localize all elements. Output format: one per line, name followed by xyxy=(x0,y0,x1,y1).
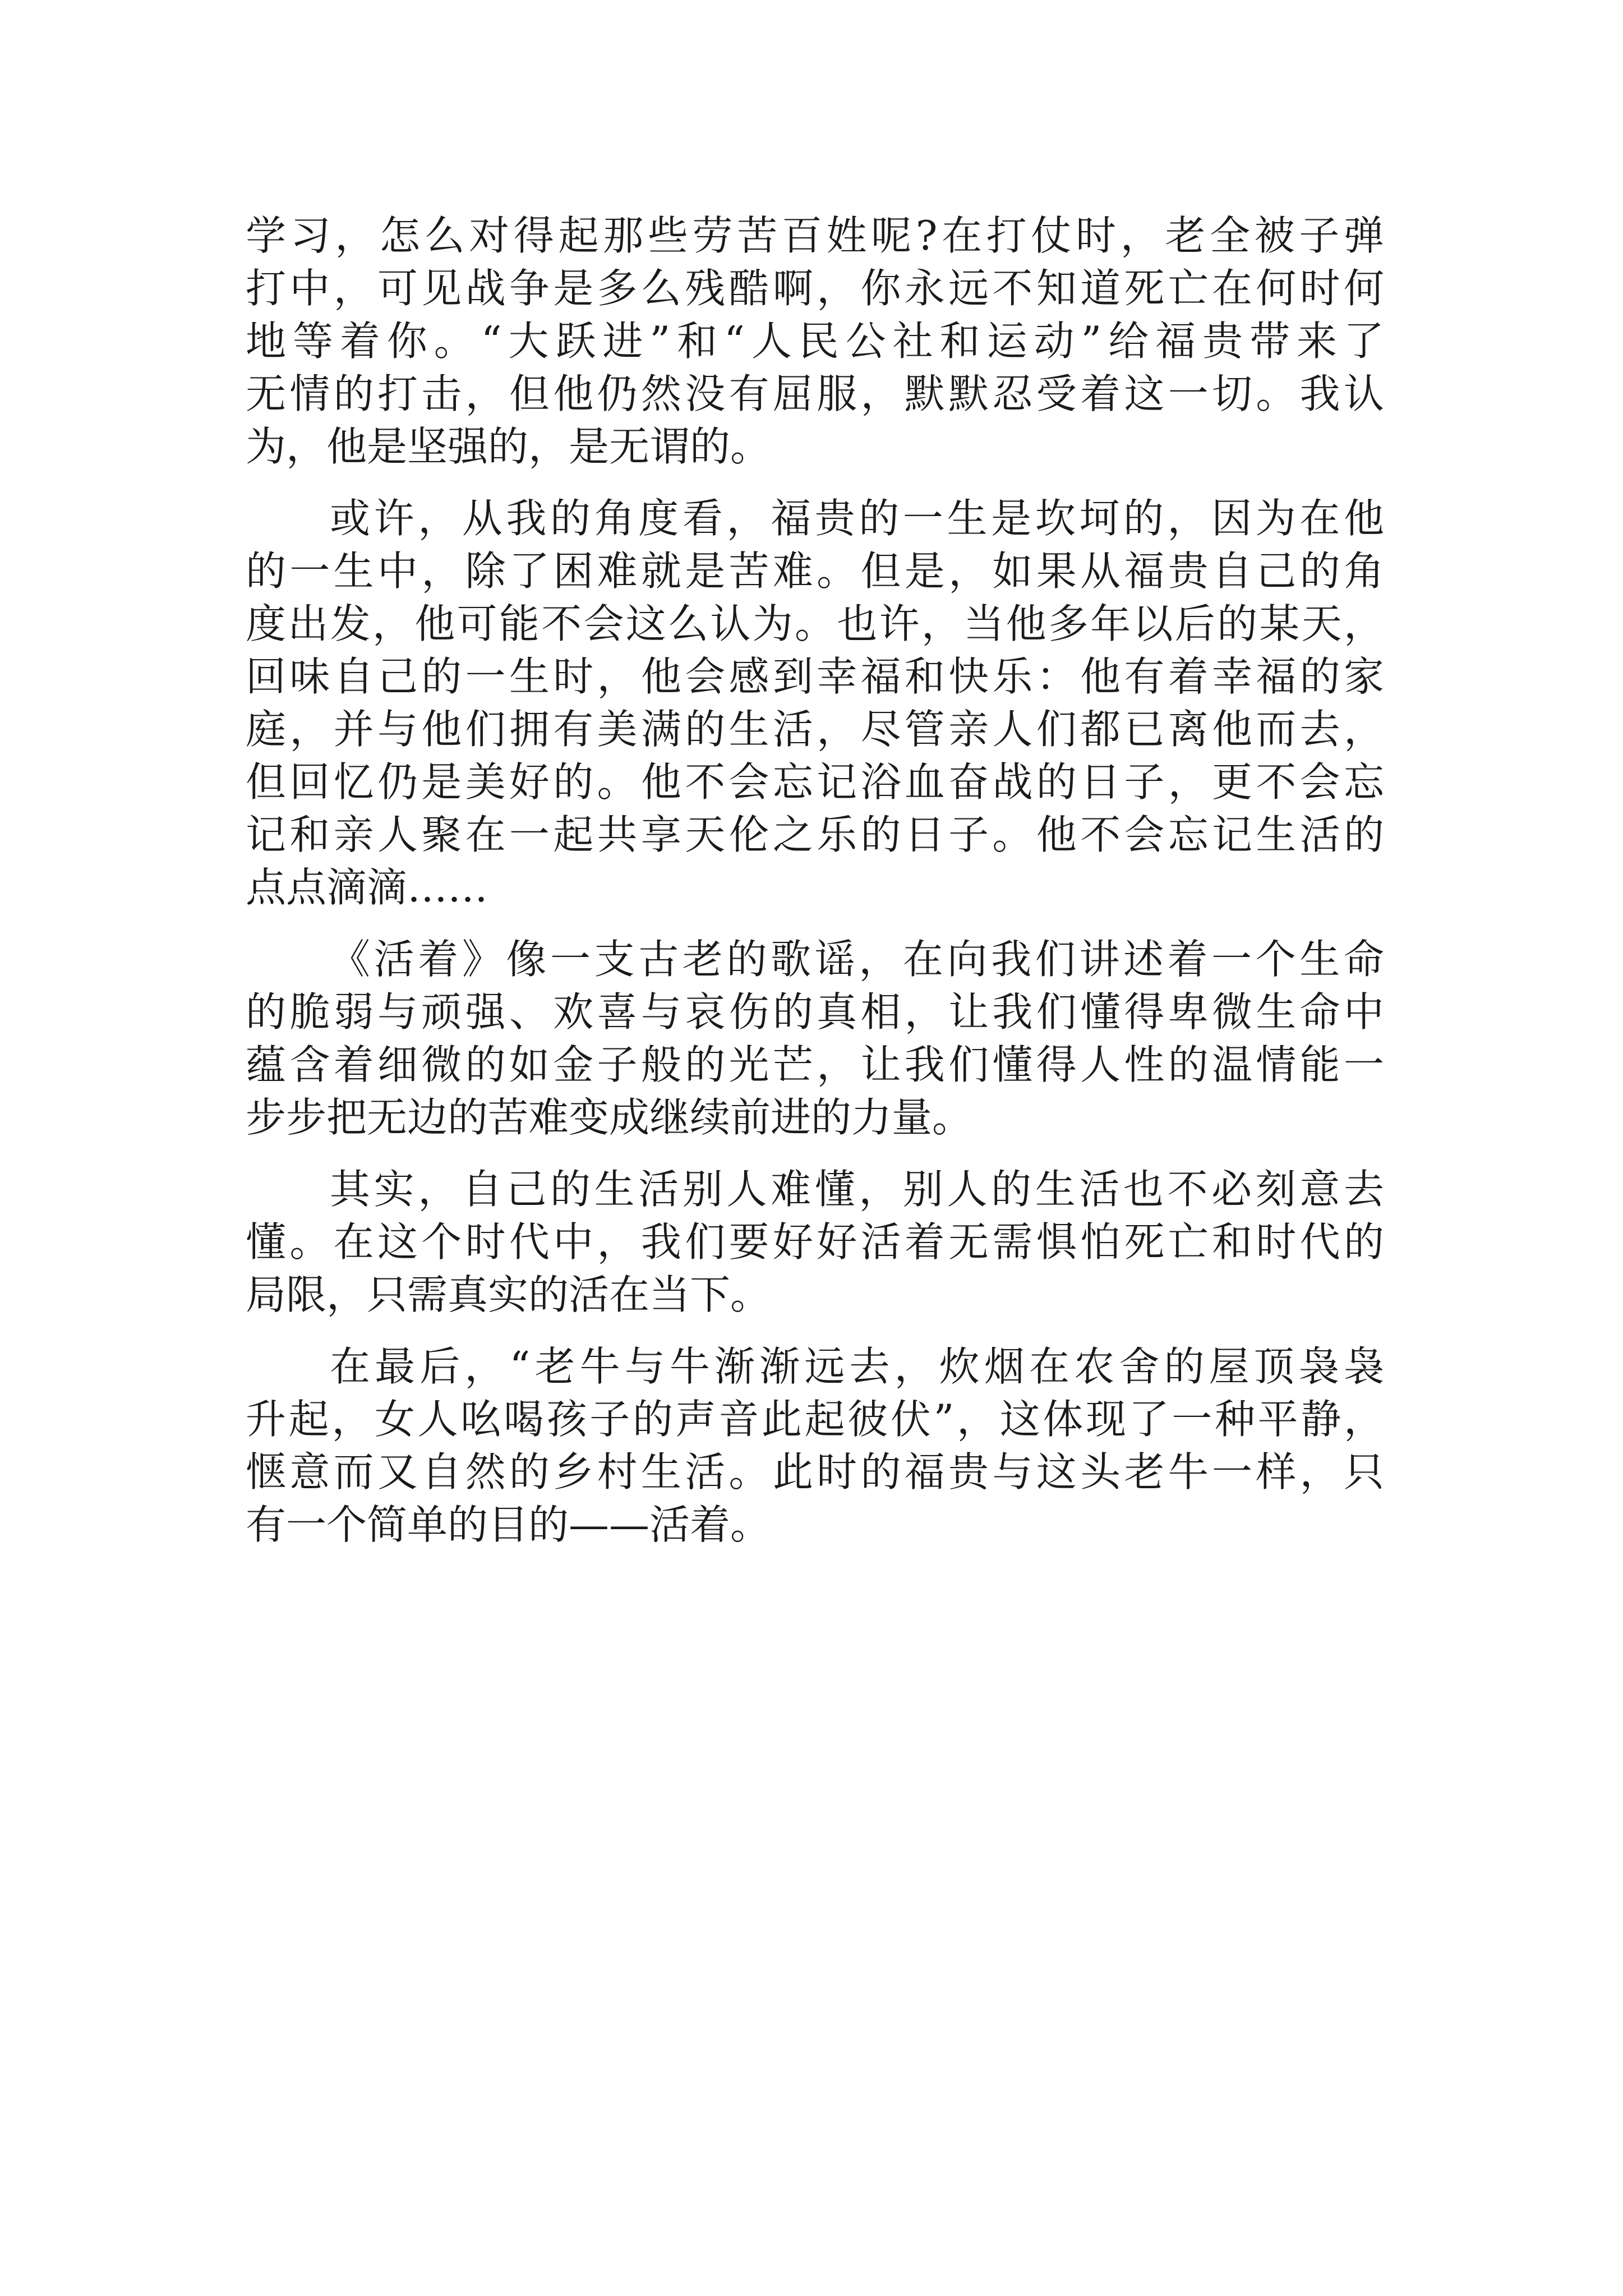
essay-body xyxy=(246,209,1384,1551)
text-line: 其实，自己的生活别人难懂，别人的生活也不必刻意去 xyxy=(330,1166,1384,1213)
text-line: 惬意而又自然的乡村生活。此时的福贵与这头老牛一样，只 xyxy=(246,1448,1384,1496)
text-line: 升起，女人吆喝孩子的声音此起彼伏”，这体现了一种平静， xyxy=(246,1396,1384,1443)
text-line: 蕴含着细微的如金子般的光芒，让我们懂得人性的温情能一 xyxy=(246,1041,1384,1088)
text-line: 点点滴滴…… xyxy=(246,864,488,911)
text-line: 打中，可见战争是多么残酷啊，你永远不知道死亡在何时何 xyxy=(246,265,1384,312)
text-line: 回味自己的一生时，他会感到幸福和快乐：他有着幸福的家 xyxy=(246,653,1384,700)
text-line: 或许，从我的角度看，福贵的一生是坎坷的，因为在他 xyxy=(330,495,1384,542)
text-line: 局限，只需真实的活在当下。 xyxy=(246,1271,771,1318)
text-line: 有一个简单的目的——活着。 xyxy=(246,1501,771,1548)
paragraph xyxy=(246,1340,1384,1551)
text-line: 在最后，“老牛与牛渐渐远去，炊烟在农舍的屋顶袅袅 xyxy=(330,1343,1384,1390)
text-line: 懂。在这个时代中，我们要好好活着无需惧怕死亡和时代的 xyxy=(246,1218,1384,1266)
text-line: 无情的打击，但他仍然没有屈服，默默忍受着这一切。我认 xyxy=(246,370,1384,417)
paragraph xyxy=(246,209,1384,473)
text-line: 度出发，他可能不会这么认为。也许，当他多年以后的某天， xyxy=(246,600,1384,647)
text-line: 的脆弱与顽强、欢喜与哀伤的真相，让我们懂得卑微生命中 xyxy=(246,988,1384,1036)
text-line: 庭，并与他们拥有美满的生活，尽管亲人们都已离他而去， xyxy=(246,706,1384,753)
text-line: 步步把无边的苦难变成继续前进的力量。 xyxy=(246,1094,973,1141)
text-line: 但回忆仍是美好的。他不会忘记浴血奋战的日子，更不会忘 xyxy=(246,758,1384,806)
text-line: 为，他是坚强的，是无谓的。 xyxy=(246,423,771,470)
text-line: 的一生中，除了困难就是苦难。但是，如果从福贵自己的角 xyxy=(246,547,1384,595)
paragraph xyxy=(246,933,1384,1144)
text-line: 学习，怎么对得起那些劳苦百姓呢?在打仗时，老全被子弹 xyxy=(246,212,1384,259)
text-line: 地等着你。“大跃进”和“人民公社和运动”给福贵带来了 xyxy=(246,318,1384,365)
text-line: 《活着》像一支古老的歌谣，在向我们讲述着一个生命 xyxy=(330,936,1384,983)
paragraph xyxy=(246,1163,1384,1321)
text-line: 记和亲人聚在一起共享天伦之乐的日子。他不会忘记生活的 xyxy=(246,811,1384,858)
paragraph xyxy=(246,492,1384,914)
